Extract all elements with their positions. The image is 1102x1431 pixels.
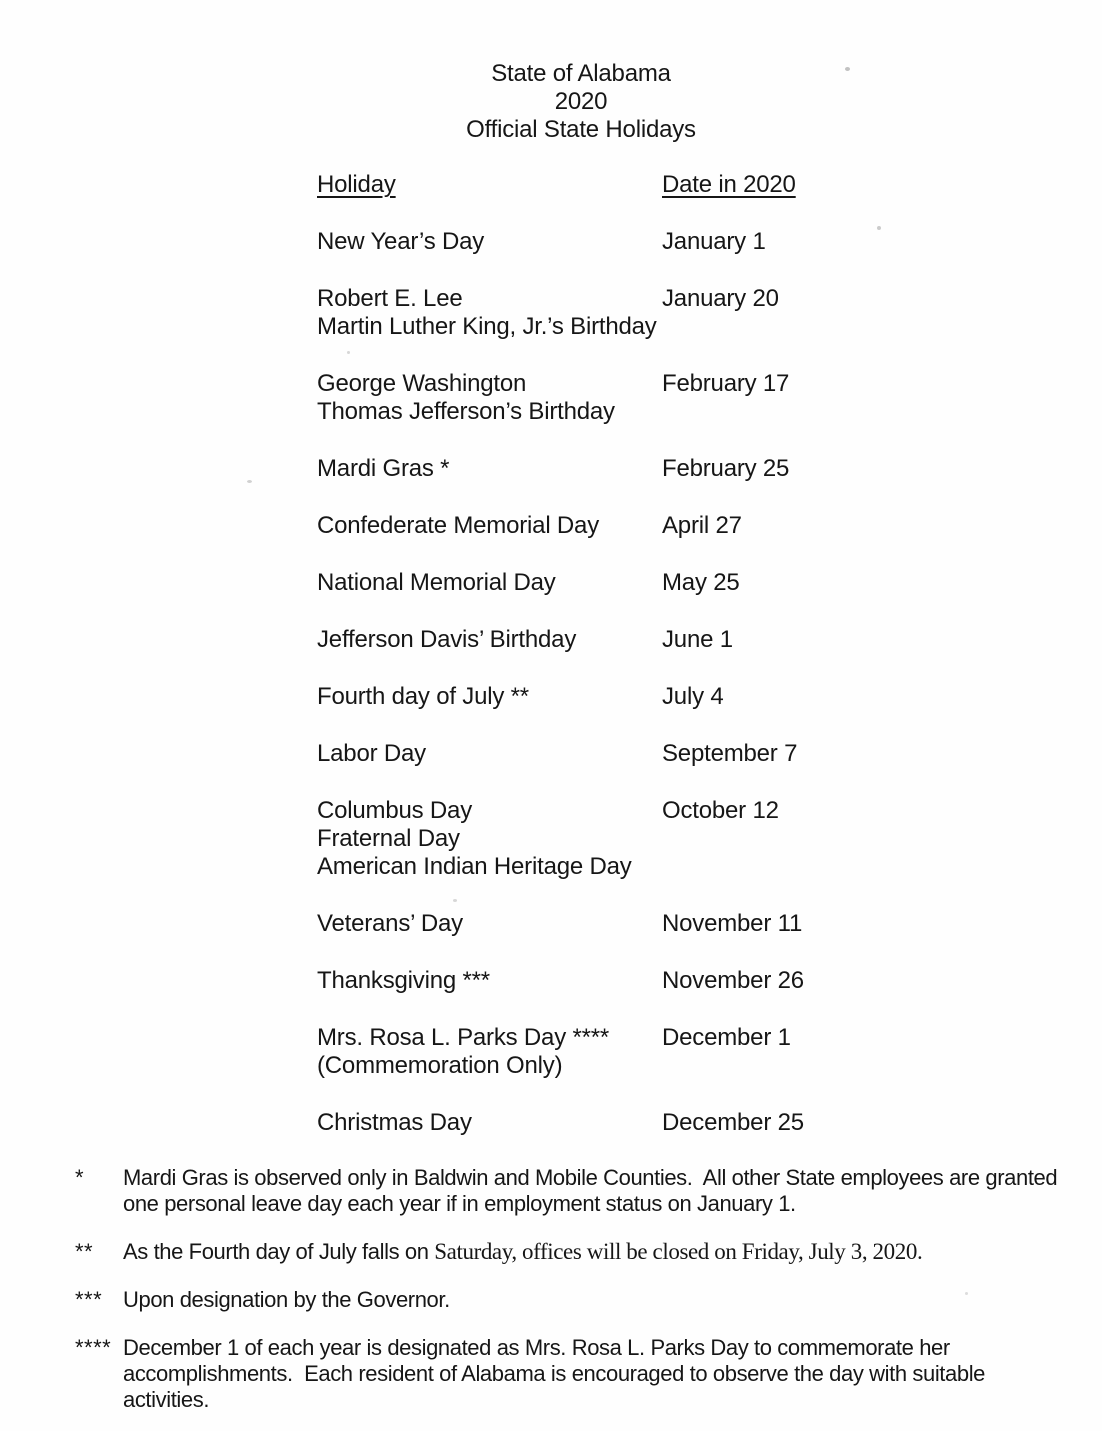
holiday-date: July 4	[662, 683, 724, 710]
scan-artifact	[877, 226, 881, 230]
holiday-cell	[317, 967, 662, 995]
holiday-name-line: Martin Luther King, Jr.’s Birthday	[317, 313, 657, 340]
holiday-name-line: Fraternal Day	[317, 825, 460, 852]
holiday-cell	[317, 370, 662, 426]
footnote-line: activities.	[123, 1387, 210, 1412]
holiday-date: December 1	[662, 1024, 791, 1051]
holiday-row	[317, 910, 1102, 938]
footnote-line: Upon designation by the Governor.	[123, 1287, 450, 1312]
holiday-cell	[317, 455, 662, 483]
holiday-date: October 12	[662, 797, 779, 824]
holiday-row	[317, 455, 1102, 483]
holiday-name-line: George Washington	[317, 370, 527, 397]
footnote	[75, 1287, 1102, 1313]
holiday-cell	[317, 626, 662, 654]
holiday-cell	[317, 910, 662, 938]
date-column-header: Date in 2020	[662, 171, 796, 198]
holiday-date: June 1	[662, 626, 733, 653]
holiday-date: February 17	[662, 370, 790, 397]
footnote-text	[123, 1239, 1063, 1265]
holiday-row	[317, 228, 1102, 256]
holiday-cell	[317, 512, 662, 540]
holiday-name-line: Robert E. Lee	[317, 285, 463, 312]
document-title-block	[60, 0, 1102, 144]
holiday-name-line: Labor Day	[317, 740, 426, 767]
scan-artifact	[347, 351, 350, 354]
holiday-date: November 26	[662, 967, 804, 994]
holiday-column-header: Holiday	[317, 171, 396, 198]
holiday-name-line: Thanksgiving ***	[317, 967, 490, 994]
holiday-row	[317, 683, 1102, 711]
holiday-date: April 27	[662, 512, 742, 539]
holiday-name-line: Thomas Jefferson’s Birthday	[317, 398, 615, 425]
holiday-name-line: (Commemoration Only)	[317, 1052, 563, 1079]
holiday-cell	[317, 683, 662, 711]
holiday-name-line: Jefferson Davis’ Birthday	[317, 626, 577, 653]
holiday-row	[317, 1024, 1102, 1080]
holiday-name-line: Columbus Day	[317, 797, 472, 824]
footnote-line	[123, 1239, 1063, 1265]
footnote-text	[123, 1165, 1063, 1217]
footnote-text	[123, 1335, 1063, 1413]
holiday-cell	[317, 1024, 662, 1080]
scan-artifact	[965, 1292, 968, 1295]
holiday-cell	[317, 1109, 662, 1137]
holiday-name-line: New Year’s Day	[317, 228, 485, 255]
footnote	[75, 1165, 1102, 1217]
footnote-line-sans-part: As the Fourth day of July falls on	[123, 1239, 435, 1264]
holiday-date: January 20	[662, 285, 779, 312]
footnote-line: one personal leave day each year if in employment status on January 1.	[123, 1191, 796, 1216]
holiday-cell	[317, 740, 662, 768]
holiday-row	[317, 797, 1102, 881]
holiday-table-body	[317, 228, 1102, 1137]
holiday-name-line: Mardi Gras *	[317, 455, 450, 482]
footnote-text	[123, 1287, 1063, 1313]
footnote-marker: ****	[75, 1335, 112, 1360]
holiday-date: May 25	[662, 569, 740, 596]
holiday-date: September 7	[662, 740, 798, 767]
holiday-name-line: Christmas Day	[317, 1109, 472, 1136]
holiday-name-line: Fourth day of July **	[317, 683, 529, 710]
holiday-date: January 1	[662, 228, 766, 255]
footnote-line: Mardi Gras is observed only in Baldwin and Mobile Counties. All other State employees are granted	[123, 1165, 1058, 1190]
title-line-year: 2020	[554, 88, 608, 115]
holiday-name-line: Veterans’ Day	[317, 910, 463, 937]
holiday-row	[317, 740, 1102, 768]
holiday-cell	[317, 285, 662, 341]
footnote-line: accomplishments. Each resident of Alabama is encouraged to observe the day with suitable	[123, 1361, 986, 1386]
holiday-cell	[317, 569, 662, 597]
holiday-date: November 11	[662, 910, 803, 937]
holiday-row	[317, 967, 1102, 995]
scan-artifact	[247, 480, 252, 483]
holiday-cell	[317, 797, 662, 881]
holiday-row	[317, 512, 1102, 540]
holiday-row	[317, 569, 1102, 597]
scan-artifact	[453, 899, 457, 902]
footnote	[75, 1335, 1102, 1413]
holiday-cell	[317, 228, 662, 256]
holiday-name-line: Mrs. Rosa L. Parks Day ****	[317, 1024, 610, 1051]
holiday-row	[317, 626, 1102, 654]
holiday-name-line: Confederate Memorial Day	[317, 512, 599, 539]
footnote-marker: **	[75, 1239, 94, 1264]
holiday-row	[317, 370, 1102, 426]
footnotes-section	[75, 1165, 1102, 1413]
footnote-line: December 1 of each year is designated as Mrs. Rosa L. Parks Day to commemorate her	[123, 1335, 950, 1360]
holiday-date: February 25	[662, 455, 790, 482]
holiday-date: December 25	[662, 1109, 804, 1136]
footnote-line-serif-part: Saturday, offices will be closed on Friday, July 3, 2020.	[434, 1239, 923, 1264]
holiday-name-line: National Memorial Day	[317, 569, 556, 596]
scan-artifact	[845, 67, 850, 71]
title-line-state: State of Alabama	[491, 60, 671, 87]
title-line-subject: Official State Holidays	[466, 116, 696, 143]
table-column-headers	[317, 171, 1102, 199]
holiday-row	[317, 1109, 1102, 1137]
footnote-marker: *	[75, 1165, 85, 1190]
footnote-marker: ***	[75, 1287, 103, 1312]
holiday-name-line: American Indian Heritage Day	[317, 853, 632, 880]
footnote	[75, 1239, 1102, 1265]
holiday-row	[317, 285, 1102, 341]
